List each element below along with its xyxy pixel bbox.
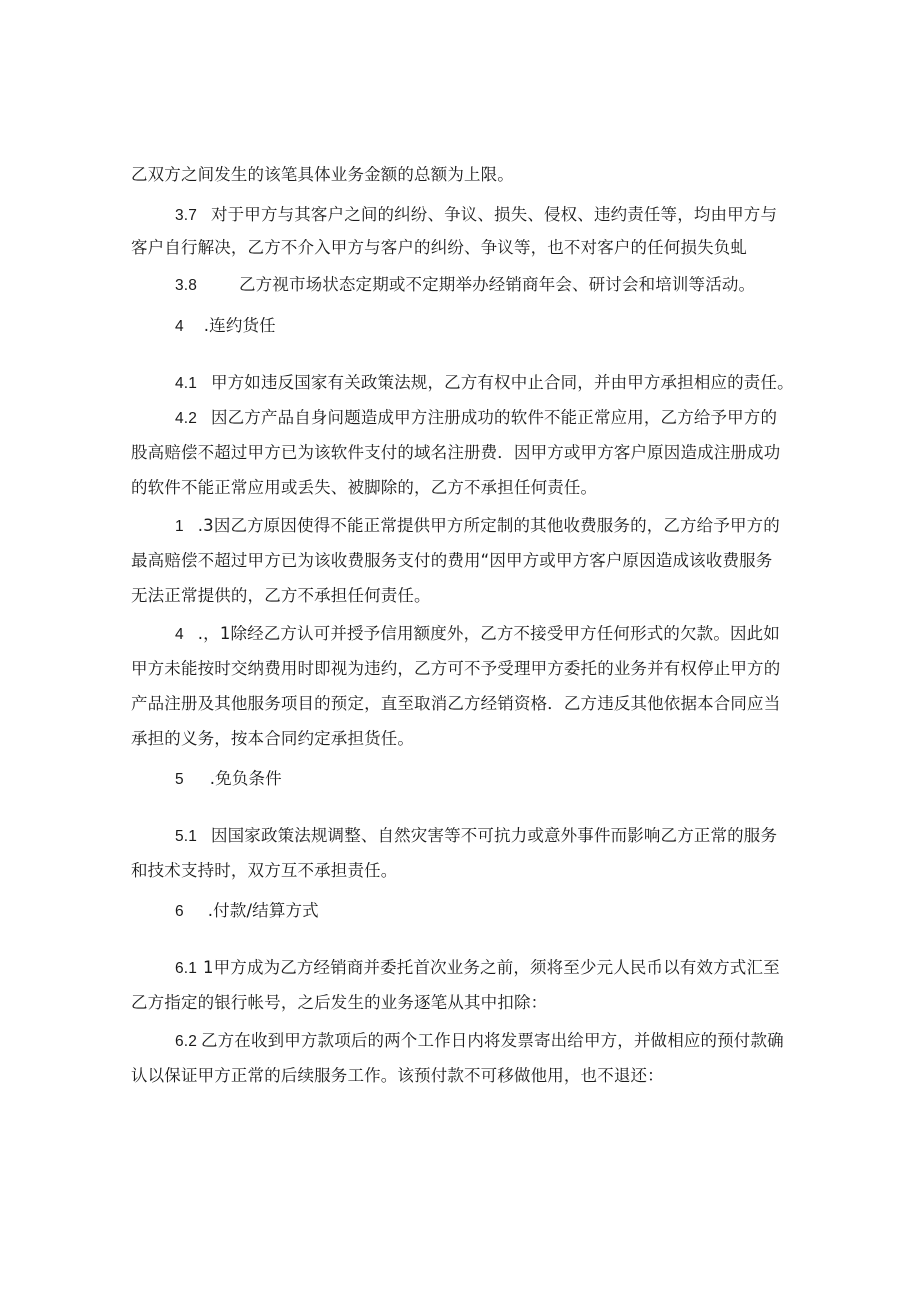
paragraph-6-1-line2: 乙方指定的银行帐号，之后发生的业务逐笔从其中扣除：: [131, 993, 548, 1012]
section-heading-4: 4 .连约货任: [175, 316, 276, 335]
section-number: 6: [175, 903, 184, 920]
paragraph-3-7-line2: 客户自行解决，乙方不介入甲方与客户的纠纷、争议等，也不对客户的任何损失负虬: [131, 238, 748, 257]
paragraph-6-2: 6.2 乙方在收到甲方款项后的两个工作日内将发票寄出给甲方，并做相应的预付款确: [175, 1031, 784, 1050]
paragraph-3-8: 3.8 乙方视市场状态定期或不定期举办经销商年会、研讨会和培训等活动。: [175, 275, 756, 294]
clause-number: 5.1: [175, 828, 197, 845]
paragraph-4-3-line2: 最高赔偿不超过甲方已为该收费服务支付的费用“因甲方或甲方客户原因造成该收费服务: [131, 551, 773, 570]
paragraph-6-1: 6.1 1甲方成为乙方经销商并委托首次业务之前，须将至少元人民币以有效方式汇至: [175, 958, 780, 977]
clause-number: 6.2: [175, 1033, 197, 1050]
paragraph-5-1: 5.1 因国家政策法规调整、自然灾害等不可抗力或意外事件而影响乙方正常的服务: [175, 826, 778, 845]
paragraph-4-3: 1 .3因乙方原因使得不能正常提供甲方所定制的其他收费服务的，乙方给予甲方的: [175, 516, 780, 535]
section-heading-5: 5 .免负条件: [175, 769, 282, 788]
section-number: 5: [175, 771, 184, 788]
clause-number: 3.8: [175, 277, 197, 294]
clause-number: 4: [175, 626, 184, 643]
paragraph-4-2-line3: 的软件不能正常应用或丢失、被脚除的，乙方不承担任何责任。: [131, 478, 598, 497]
section-heading-6: 6 .付款/结算方式: [175, 901, 319, 920]
clause-number: 4.2: [175, 410, 197, 427]
paragraph-5-1-line2: 和技术支持时，双方互不承担责任。: [131, 861, 398, 880]
paragraph-4-4-line3: 产品注册及其他服务项目的预定，直至取消乙方经销资格．乙方违反其他依据本合同应当: [131, 694, 781, 713]
paragraph-3-7: 3.7 对于甲方与其客户之间的纠纷、争议、损失、侵权、违约责任等，均由甲方与: [175, 205, 778, 224]
paragraph-4-4: 4 .，1除经乙方认可并授予信用额度外，乙方不接受甲方任何形式的欠款。因此如: [175, 624, 780, 643]
paragraph-4-4-line4: 承担的义务，按本合同约定承担货任。: [131, 729, 415, 748]
paragraph-6-2-line2: 认以保证甲方正常的后续服务工作。该预付款不可移做他用，也不退还：: [131, 1066, 664, 1085]
clause-number: 4.1: [175, 375, 197, 392]
clause-number: 6.1: [175, 960, 197, 977]
paragraph-4-4-line2: 甲方未能按时交纳费用时即视为违约，乙方可不予受理甲方委托的业务并有权停止甲方的: [131, 659, 781, 678]
paragraph-3-6-tail: 乙双方之间发生的该笔具体业务金额的总额为上限。: [131, 165, 514, 184]
paragraph-4-2-line2: 股高赔偿不超过甲方已为该软件支付的域名注册费．因甲方或甲方客户原因造成注册成功: [131, 443, 781, 462]
clause-number: 3.7: [175, 207, 197, 224]
paragraph-4-2: 4.2 因乙方产品自身问题造成甲方注册成功的软件不能正常应用，乙方给予甲方的: [175, 408, 778, 427]
paragraph-4-1: 4.1 甲方如违反国家有关政策法规，乙方有权中止合同，并由甲方承担相应的责任。: [175, 373, 794, 392]
section-number: 4: [175, 318, 184, 335]
clause-number: 1: [175, 518, 184, 535]
paragraph-4-3-line3: 无法正常提供的，乙方不承担任何责任。: [131, 586, 431, 605]
